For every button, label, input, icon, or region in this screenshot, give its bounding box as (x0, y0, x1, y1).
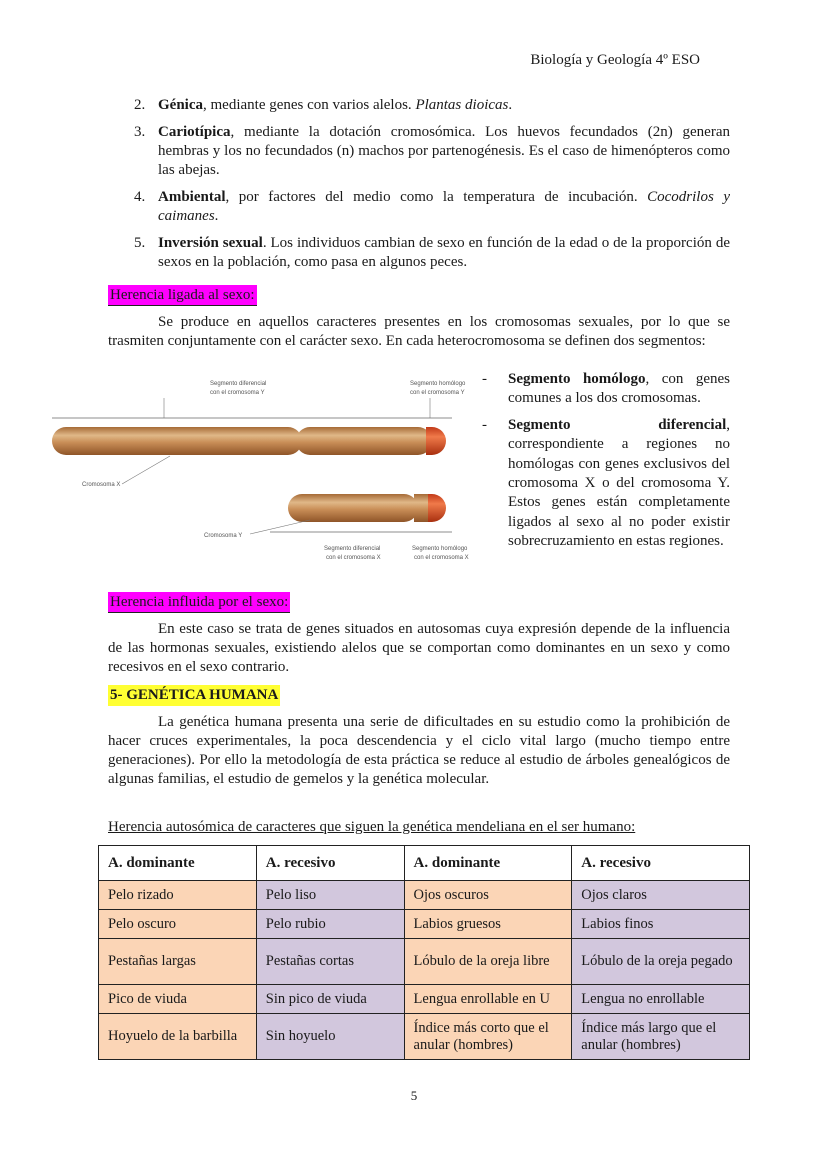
sex-linked-heading-wrap (108, 285, 257, 306)
human-genetics-heading: 5- GENÉTICA HUMANA (108, 685, 280, 706)
recessive-trait: Sin hoyuelo (256, 1014, 404, 1060)
list-item (108, 188, 730, 226)
col-header: A. recesivo (256, 846, 404, 881)
list-item (108, 234, 730, 272)
segment-text: , correspondiente a regiones no homólogas con genes exclusivos del cromosoma X o del cromosoma Y. Estos genes están completamente ligados al sexo al no poder existir sobrecruzamiento en estas regiones. (508, 416, 730, 550)
segment-term: Segmento homólogo (508, 371, 646, 387)
label-diff-y-1: Segmento diferencial (210, 381, 267, 387)
table-row (99, 881, 750, 910)
label-hom-x-2: con el cromosoma X (414, 555, 469, 561)
table-row (99, 985, 750, 1014)
list-text: , mediante la dotación cromosómica. Los huevos fecundados (2n) generan hembras y los no fecundados (n) machos por partenogénesis. Es el caso de himenópteros como las abejas. (158, 124, 730, 178)
recessive-trait: Pelo liso (256, 881, 404, 910)
dominant-trait: Ojos oscuros (404, 881, 572, 910)
bullet-dash: - (482, 371, 487, 387)
list-number: 4. (134, 189, 146, 205)
list-term: Cariotípica (158, 124, 231, 140)
list-item (108, 96, 730, 115)
recessive-trait: Ojos claros (572, 881, 750, 910)
dominant-trait: Lengua enrollable en U (404, 985, 572, 1014)
list-text: , mediante genes con varios alelos. (203, 97, 416, 113)
dominant-trait: Índice más corto que el anular (hombres) (404, 1014, 572, 1060)
table-caption: Herencia autosómica de caracteres que siguen la genética mendeliana en el ser humano: (108, 819, 636, 835)
dominant-trait: Pico de viuda (99, 985, 257, 1014)
chromosome-x (52, 427, 446, 455)
table-header-row (99, 846, 750, 881)
table-row (99, 1014, 750, 1060)
chromosome-y-body (288, 494, 418, 522)
label-hom-x-1: Segmento homólogo (412, 546, 468, 552)
recessive-trait: Lengua no enrollable (572, 985, 750, 1014)
recessive-trait: Lóbulo de la oreja pegado (572, 939, 750, 985)
sex-influenced-heading: Herencia influida por el sexo: (108, 592, 290, 613)
sex-influenced-heading-wrap (108, 592, 290, 613)
list-text: . Los individuos cambian de sexo en función de la edad o de la proporción de sexos en la población, como pasa en algunos peces. (158, 235, 730, 270)
chromosome-y (288, 494, 446, 522)
table-row (99, 939, 750, 985)
recessive-trait: Índice más largo que el anular (hombres) (572, 1014, 750, 1060)
col-header: A. recesivo (572, 846, 750, 881)
list-number: 2. (134, 97, 146, 113)
dominant-trait: Pelo rizado (99, 881, 257, 910)
sex-linked-paragraph: Se produce en aquellos caracteres presentes en los cromosomas sexuales, por lo que se trasmiten conjuntamente con el carácter sexo. En cada heterocromosoma se definen dos segmentos: (108, 314, 730, 349)
dominant-trait: Labios gruesos (404, 910, 572, 939)
segment-term: Segmento diferencial (508, 416, 727, 433)
label-hom-y-1: Segmento homólogo (410, 381, 466, 387)
label-hom-y-2: con el cromosoma Y (410, 390, 465, 396)
dominant-trait: Pelo oscuro (99, 910, 257, 939)
label-diff-y-2: con el cromosoma Y (210, 390, 265, 396)
list-number: 3. (134, 124, 146, 140)
list-tail: . (214, 208, 219, 224)
human-genetics-paragraph: La genética humana presenta una serie de dificultades en su estudio como la prohibición de hacer cruces experimentales, la poca descendencia y el ciclo vital largo (mucho tiempo entre generaciones). Por ello la metodología de esta práctica se reduce al estudio de árboles genealógicos de algunas familias, el estudio de gemelos y la genética molecular. (108, 714, 730, 787)
dominant-trait: Pestañas largas (99, 939, 257, 985)
human-genetics-heading-wrap (108, 685, 280, 706)
list-text: , por factores del medio como la temperatura de incubación. (225, 189, 648, 205)
sex-linked-heading: Herencia ligada al sexo: (108, 285, 257, 306)
chromosome-y-centromere (414, 494, 428, 522)
sex-determination-list (108, 96, 730, 280)
sex-influenced-paragraph: En este caso se trata de genes situados en autosomas cuya expresión depende de la influencia de las hormonas sexuales, existiendo alelos que se comportan como dominantes en un sexo y como recesivos en el sexo contrario. (108, 621, 730, 675)
label-chromosome-y: Cromosoma Y (204, 533, 243, 539)
list-term: Génica (158, 97, 203, 113)
mendelian-traits-table (98, 845, 750, 1060)
segment-item-differential (482, 416, 730, 552)
list-example: Plantas dioicas (415, 97, 509, 113)
dominant-trait: Hoyuelo de la barbilla (99, 1014, 257, 1060)
table-row (99, 910, 750, 939)
chromosome-y-homologous-tip (426, 494, 446, 522)
label-chromosome-x: Cromosoma X (82, 482, 121, 488)
list-item (108, 123, 730, 180)
col-header: A. dominante (99, 846, 257, 881)
chromosome-x-arm-left (52, 427, 302, 455)
recessive-trait: Labios finos (572, 910, 750, 939)
page-number: 5 (410, 1088, 418, 1103)
recessive-trait: Sin pico de viuda (256, 985, 404, 1014)
page-header: Biología y Geología 4º ESO (530, 52, 700, 68)
chromosome-x-arm-right (296, 427, 432, 455)
segment-item-homologous (482, 370, 730, 409)
recessive-trait: Pelo rubio (256, 910, 404, 939)
chromosome-x-homologous-tip (426, 427, 446, 455)
chromosome-figure (52, 374, 477, 566)
dominant-trait: Lóbulo de la oreja libre (404, 939, 572, 985)
col-header: A. dominante (404, 846, 572, 881)
pointer-x (122, 456, 170, 484)
list-tail: . (508, 97, 513, 113)
segment-descriptions (482, 370, 730, 559)
label-diff-x-2: con el cromosoma X (326, 555, 381, 561)
list-example: Cocodrilos y caimanes (158, 189, 730, 224)
list-term: Ambiental (158, 189, 226, 205)
recessive-trait: Pestañas cortas (256, 939, 404, 985)
list-number: 5. (134, 235, 146, 251)
segment-text: , con genes comunes a los dos cromosomas. (508, 371, 731, 407)
list-term: Inversión sexual (158, 235, 263, 251)
bullet-dash: - (482, 416, 487, 433)
label-diff-x-1: Segmento diferencial (324, 546, 381, 552)
